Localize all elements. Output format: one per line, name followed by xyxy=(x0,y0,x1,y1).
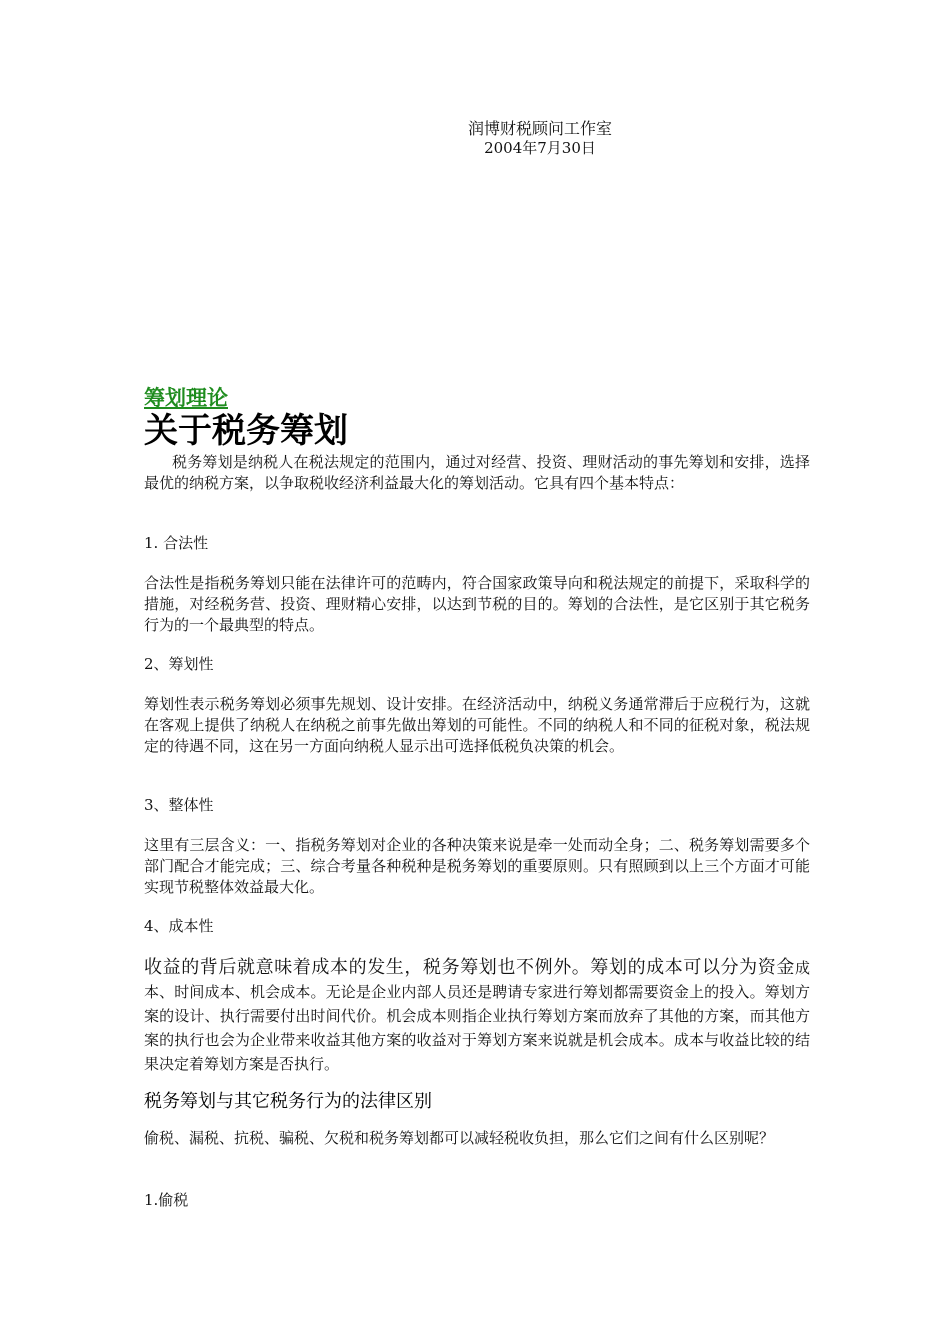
section-text-integrity: 这里有三层含义：一、指税务筹划对企业的各种决策来说是牵一处而动全身；二、税务筹划需要多个部门配合才能完成；三、综合考量各种税种是税务筹划的重要原则。只有照顾到以上三个方面才可能实现节税整体效益最大化。 xyxy=(144,836,810,896)
item-heading-tax-evasion: 1.偷税 xyxy=(144,1191,189,1209)
header-date: 2004年7月30日 xyxy=(484,139,596,157)
paragraph-tax-behaviors: 偷税、漏税、抗税、骗税、欠税和税务筹划都可以减轻税收负担，那么它们之间有什么区别呢？ xyxy=(144,1129,775,1147)
section-heading-cost: 4、成本性 xyxy=(144,917,214,935)
header-org: 润博财税顾问工作室 xyxy=(467,119,612,138)
section-text-cost-lead: 收益的背后就意味着成本的发生，税务筹划也不例外。筹划的成本可以分为资金 xyxy=(144,957,795,978)
section-heading-integrity: 3、整体性 xyxy=(144,796,214,814)
intro-paragraph: 税务筹划是纳税人在税法规定的范围内，通过对经营、投资、理财活动的事先筹划和安排，选择最优的纳税方案，以争取税收经济利益最大化的筹划活动。它具有四个基本特点： xyxy=(144,453,810,492)
category-link[interactable]: 筹划理论 xyxy=(144,386,228,410)
section-text-cost xyxy=(144,956,810,1076)
page-title: 关于税务筹划 xyxy=(144,411,348,451)
section-heading-legality: 1. 合法性 xyxy=(144,534,209,552)
section-text-legality: 合法性是指税务筹划只能在法律许可的范畴内，符合国家政策导向和税法规定的前提下，采取科学的措施，对经税务营、投资、理财精心安排，以达到节税的目的。筹划的合法性，是它区别于其它税务行为的一个最典型的特点。 xyxy=(144,574,810,634)
section-text-planning: 筹划性表示税务筹划必须事先规划、设计安排。在经济活动中，纳税义务通常滞后于应税行为，这就在客观上提供了纳税人在纳税之前事先做出筹划的可能性。不同的纳税人和不同的征税对象，税法规定的待遇不同，这在另一方面向纳税人显示出可选择低税负决策的机会。 xyxy=(144,695,810,755)
subheading-legal-difference: 税务筹划与其它税务行为的法律区别 xyxy=(144,1091,432,1112)
section-text-cost-body: 成本、时间成本、机会成本。无论是企业内部人员还是聘请专家进行筹划都需要资金上的投入。筹划方案的设计、执行需要付出时间代价。机会成本则指企业执行筹划方案而放弃了其他的方案，而其他方案的执行也会为企业带来收益其他方案的收益对于筹划方案来说就是机会成本。成本与收益比较的结果决定着筹划方案是否执行。 xyxy=(144,959,810,1073)
section-heading-planning: 2、筹划性 xyxy=(144,655,214,673)
